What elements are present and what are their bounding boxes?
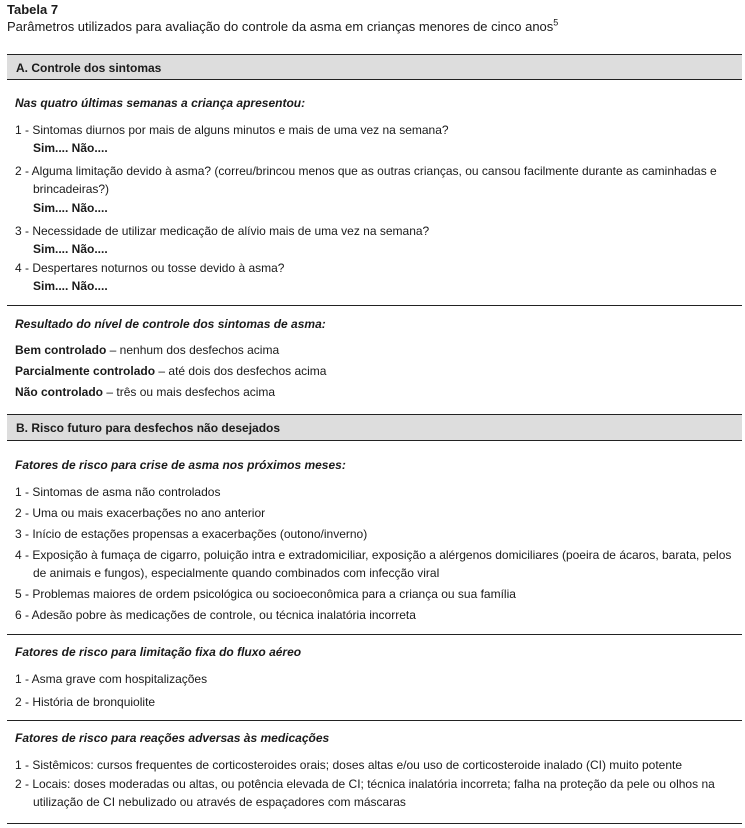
list-item: 1 - Sintomas de asma não controlados <box>15 485 221 499</box>
list-item: 1 - Asma grave com hospitalizações <box>15 672 208 686</box>
adverse-heading: Fatores de risco para reações adversas às medicações <box>15 731 330 745</box>
caption-reference: 5 <box>553 17 559 28</box>
list-item: 2 - Locais: doses moderadas ou altas, ou potência elevada de CI; técnica inalatória incorreta; falha na proteção da pele ou olhos na <box>15 777 715 791</box>
section-a-question-heading: Nas quatro últimas semanas a criança apresentou: <box>15 96 306 110</box>
question-4-answer: Sim.... Não.... <box>33 279 108 293</box>
list-item: 2 - História de bronquiolite <box>15 695 156 709</box>
question-2-answer: Sim.... Não.... <box>33 201 108 215</box>
list-item: 6 - Adesão pobre às medicações de controle, ou técnica inalatória incorreta <box>15 608 416 622</box>
divider <box>7 720 742 721</box>
section-b-title: B. Risco futuro para desfechos não desejados <box>16 421 281 435</box>
section-a-header <box>7 54 742 80</box>
result-desc: – nenhum dos desfechos acima <box>106 343 280 357</box>
question-1-answer: Sim.... Não.... <box>33 141 108 155</box>
airflow-heading: Fatores de risco para limitação fixa do fluxo aéreo <box>15 645 302 659</box>
result-label: Não controlado <box>15 385 104 399</box>
result-label: Parcialmente controlado <box>15 364 156 378</box>
result-row <box>15 364 326 378</box>
question-2: 2 - Alguma limitação devido à asma? (correu/brincou menos que as outras crianças, ou cansou facilmente durante as caminhadas e <box>15 164 717 178</box>
table-label: Tabela 7 <box>7 2 59 17</box>
divider <box>7 305 742 306</box>
section-b-header <box>7 414 742 441</box>
table-bottom-border <box>7 823 742 824</box>
result-desc: – três ou mais desfechos acima <box>103 385 276 399</box>
list-item: 1 - Sistêmicos: cursos frequentes de corticosteroides orais; doses altas e/ou uso de corticosteroide inalado (CI) muito potente <box>15 758 683 772</box>
caption-text: Parâmetros utilizados para avaliação do controle da asma em crianças menores de cinco anos <box>7 19 554 34</box>
list-item: 4 - Exposição à fumaça de cigarro, poluição intra e extradomiciliar, exposição a alérgenos domiciliares (poeira de ácaros, barata, pelos <box>15 548 732 562</box>
result-row <box>15 385 275 399</box>
question-3: 3 - Necessidade de utilizar medicação de alívio mais de uma vez na semana? <box>15 224 430 238</box>
result-row <box>15 343 279 357</box>
list-item: 3 - Início de estações propensas a exacerbações (outono/inverno) <box>15 527 368 541</box>
list-item-continuation: utilização de CI nebulizado ou através de espaçadores com máscaras <box>33 795 406 809</box>
section-a-title: A. Controle dos sintomas <box>16 61 162 75</box>
list-item: 5 - Problemas maiores de ordem psicológica ou socioeconômica para a criança ou sua família <box>15 587 516 601</box>
list-item: 2 - Uma ou mais exacerbações no ano anterior <box>15 506 266 520</box>
question-4: 4 - Despertares noturnos ou tosse devido à asma? <box>15 261 285 275</box>
result-heading: Resultado do nível de controle dos sintomas de asma: <box>15 317 326 331</box>
question-3-answer: Sim.... Não.... <box>33 242 108 256</box>
result-label: Bem controlado <box>15 343 107 357</box>
divider <box>7 634 742 635</box>
question-2-continuation: brincadeiras?) <box>33 182 110 196</box>
table-caption <box>7 19 558 34</box>
result-desc: – até dois dos desfechos acima <box>155 364 327 378</box>
crisis-heading: Fatores de risco para crise de asma nos próximos meses: <box>15 458 346 472</box>
list-item-continuation: de animais e fungos), especialmente quando combinados com infecção viral <box>33 566 440 580</box>
question-1: 1 - Sintomas diurnos por mais de alguns minutos e mais de uma vez na semana? <box>15 123 449 137</box>
